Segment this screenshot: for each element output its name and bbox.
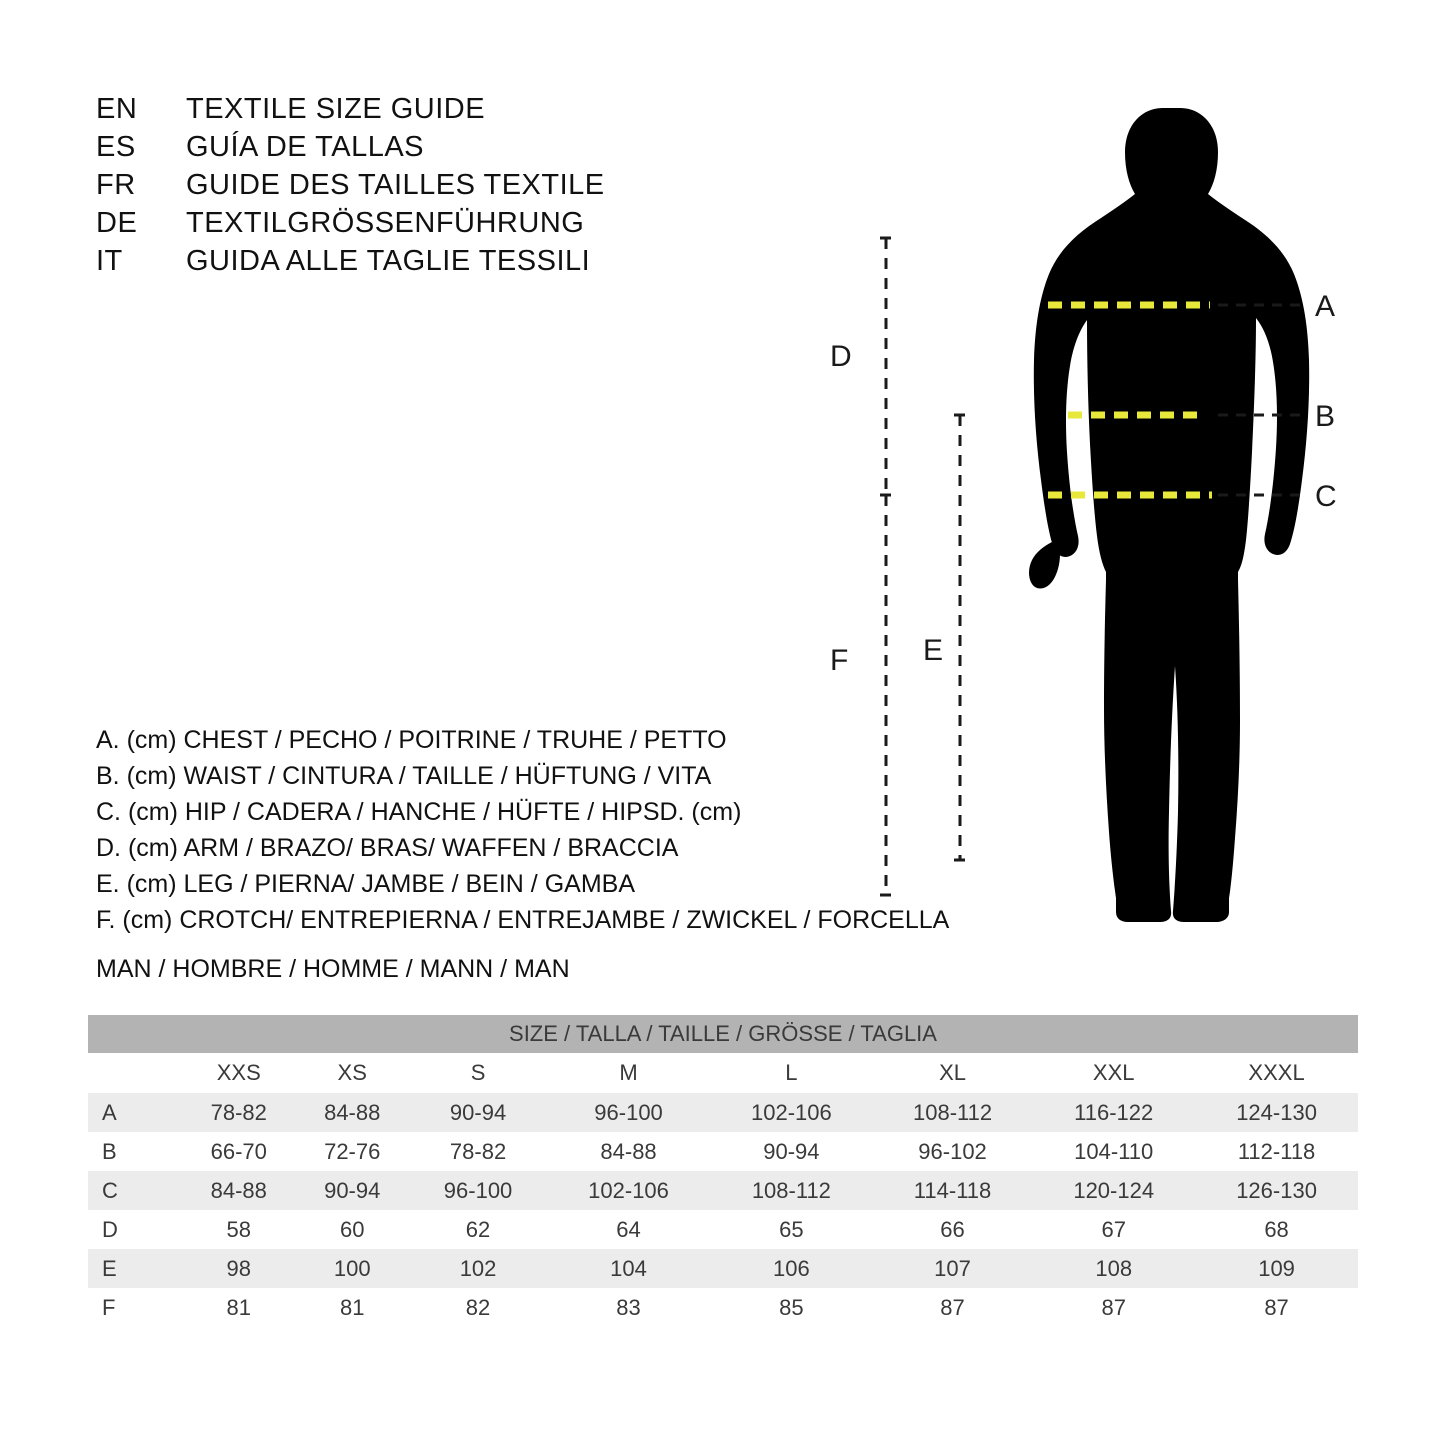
cell-e-xl: 107: [873, 1249, 1033, 1288]
marker-label-e: E: [923, 634, 944, 667]
marker-label-b: B: [1315, 400, 1336, 433]
gender-label: MAN / HOMBRE / HOMME / MANN / MAN: [96, 955, 570, 983]
title-row: [96, 242, 716, 280]
cell-d-xl: 66: [873, 1210, 1033, 1249]
cell-d-xs: 60: [295, 1210, 408, 1249]
table-row: [88, 1171, 1358, 1210]
measurement-legend: [96, 722, 950, 938]
title-text-es: GUÍA DE TALLAS: [186, 131, 425, 163]
cell-b-m: 84-88: [547, 1132, 710, 1171]
table-row: [88, 1249, 1358, 1288]
cell-b-xl: 96-102: [873, 1132, 1033, 1171]
cell-c-xxl: 120-124: [1032, 1171, 1195, 1210]
title-text-fr: GUIDE DES TAILLES TEXTILE: [186, 169, 605, 201]
title-block: [96, 90, 716, 280]
cell-b-l: 90-94: [710, 1132, 873, 1171]
table-row: [88, 1132, 1358, 1171]
cell-f-xxs: 81: [182, 1288, 295, 1327]
table-header-row: [88, 1015, 1358, 1053]
table-size-row: [88, 1053, 1358, 1093]
column-header-m: M: [547, 1053, 710, 1093]
cell-a-xxs: 78-82: [182, 1093, 295, 1132]
row-label-b: B: [88, 1132, 182, 1171]
table-corner-cell: [88, 1053, 182, 1093]
title-row: [96, 204, 716, 242]
row-label-f: F: [88, 1288, 182, 1327]
cell-a-l: 102-106: [710, 1093, 873, 1132]
legend-item-c: C. (cm) HIP / CADERA / HANCHE / HÜFTE / HIPSD. (cm): [96, 798, 742, 826]
cell-c-m: 102-106: [547, 1171, 710, 1210]
cell-a-xs: 84-88: [295, 1093, 408, 1132]
column-header-xs: XS: [295, 1053, 408, 1093]
column-header-xxxl: XXXL: [1195, 1053, 1358, 1093]
cell-b-s: 78-82: [409, 1132, 547, 1171]
column-header-xxs: XXS: [182, 1053, 295, 1093]
legend-item-f: F. (cm) CROTCH/ ENTREPIERNA / ENTREJAMBE / ZWICKEL / FORCELLA: [96, 906, 950, 934]
column-header-s: S: [409, 1053, 547, 1093]
row-label-c: C: [88, 1171, 182, 1210]
cell-c-xs: 90-94: [295, 1171, 408, 1210]
cell-d-xxl: 67: [1032, 1210, 1195, 1249]
cell-a-s: 90-94: [409, 1093, 547, 1132]
cell-c-xxs: 84-88: [182, 1171, 295, 1210]
cell-e-xxs: 98: [182, 1249, 295, 1288]
size-table: [88, 1015, 1358, 1327]
cell-f-s: 82: [409, 1288, 547, 1327]
title-row: [96, 90, 716, 128]
cell-c-xxxl: 126-130: [1195, 1171, 1358, 1210]
title-row: [96, 166, 716, 204]
legend-item-e: E. (cm) LEG / PIERNA/ JAMBE / BEIN / GAMBA: [96, 870, 635, 898]
column-header-xxl: XXL: [1032, 1053, 1195, 1093]
legend-item-d: D. (cm) ARM / BRAZO/ BRAS/ WAFFEN / BRACCIA: [96, 834, 679, 862]
legend-item-b: B. (cm) WAIST / CINTURA / TAILLE / HÜFTUNG / VITA: [96, 762, 712, 790]
column-header-xl: XL: [873, 1053, 1033, 1093]
table-row: [88, 1288, 1358, 1327]
cell-f-xl: 87: [873, 1288, 1033, 1327]
legend-item-a: A. (cm) CHEST / PECHO / POITRINE / TRUHE / PETTO: [96, 726, 727, 754]
cell-f-m: 83: [547, 1288, 710, 1327]
cell-f-xs: 81: [295, 1288, 408, 1327]
table-header-title: SIZE / TALLA / TAILLE / GRÖSSE / TAGLIA: [88, 1015, 1358, 1053]
cell-e-l: 106: [710, 1249, 873, 1288]
cell-a-xxl: 116-122: [1032, 1093, 1195, 1132]
title-lang-es: ES: [96, 131, 136, 163]
cell-d-xxxl: 68: [1195, 1210, 1358, 1249]
cell-e-xxxl: 109: [1195, 1249, 1358, 1288]
cell-c-xl: 114-118: [873, 1171, 1033, 1210]
row-label-a: A: [88, 1093, 182, 1132]
cell-e-xxl: 108: [1032, 1249, 1195, 1288]
title-text-en: TEXTILE SIZE GUIDE: [186, 93, 486, 125]
cell-f-l: 85: [710, 1288, 873, 1327]
cell-e-m: 104: [547, 1249, 710, 1288]
cell-b-xxxl: 112-118: [1195, 1132, 1358, 1171]
male-silhouette-icon: [1029, 108, 1309, 922]
cell-f-xxxl: 87: [1195, 1288, 1358, 1327]
title-lang-de: DE: [96, 207, 138, 239]
cell-a-xl: 108-112: [873, 1093, 1033, 1132]
cell-f-xxl: 87: [1032, 1288, 1195, 1327]
row-label-e: E: [88, 1249, 182, 1288]
cell-d-l: 65: [710, 1210, 873, 1249]
cell-d-m: 64: [547, 1210, 710, 1249]
marker-label-d: D: [830, 340, 852, 373]
table-row: [88, 1093, 1358, 1132]
cell-a-xxxl: 124-130: [1195, 1093, 1358, 1132]
title-row: [96, 128, 716, 166]
marker-label-c: C: [1315, 480, 1337, 513]
cell-c-l: 108-112: [710, 1171, 873, 1210]
title-text-de: TEXTILGRÖSSENFÜHRUNG: [186, 207, 585, 239]
cell-b-xxl: 104-110: [1032, 1132, 1195, 1171]
marker-labels: [830, 290, 1337, 677]
cell-d-xxs: 58: [182, 1210, 295, 1249]
cell-c-s: 96-100: [409, 1171, 547, 1210]
cell-b-xs: 72-76: [295, 1132, 408, 1171]
cell-d-s: 62: [409, 1210, 547, 1249]
title-lang-it: IT: [96, 245, 123, 277]
dimension-brackets: [880, 238, 966, 895]
cell-e-xs: 100: [295, 1249, 408, 1288]
body-measurement-diagram: [820, 60, 1390, 960]
title-text-it: GUIDA ALLE TAGLIE TESSILI: [186, 245, 591, 277]
title-lang-en: EN: [96, 93, 138, 125]
cell-b-xxs: 66-70: [182, 1132, 295, 1171]
table-row: [88, 1210, 1358, 1249]
title-lang-fr: FR: [96, 169, 136, 201]
cell-a-m: 96-100: [547, 1093, 710, 1132]
marker-label-f: F: [830, 644, 849, 677]
row-label-d: D: [88, 1210, 182, 1249]
column-header-l: L: [710, 1053, 873, 1093]
marker-label-a: A: [1315, 290, 1336, 323]
cell-e-s: 102: [409, 1249, 547, 1288]
